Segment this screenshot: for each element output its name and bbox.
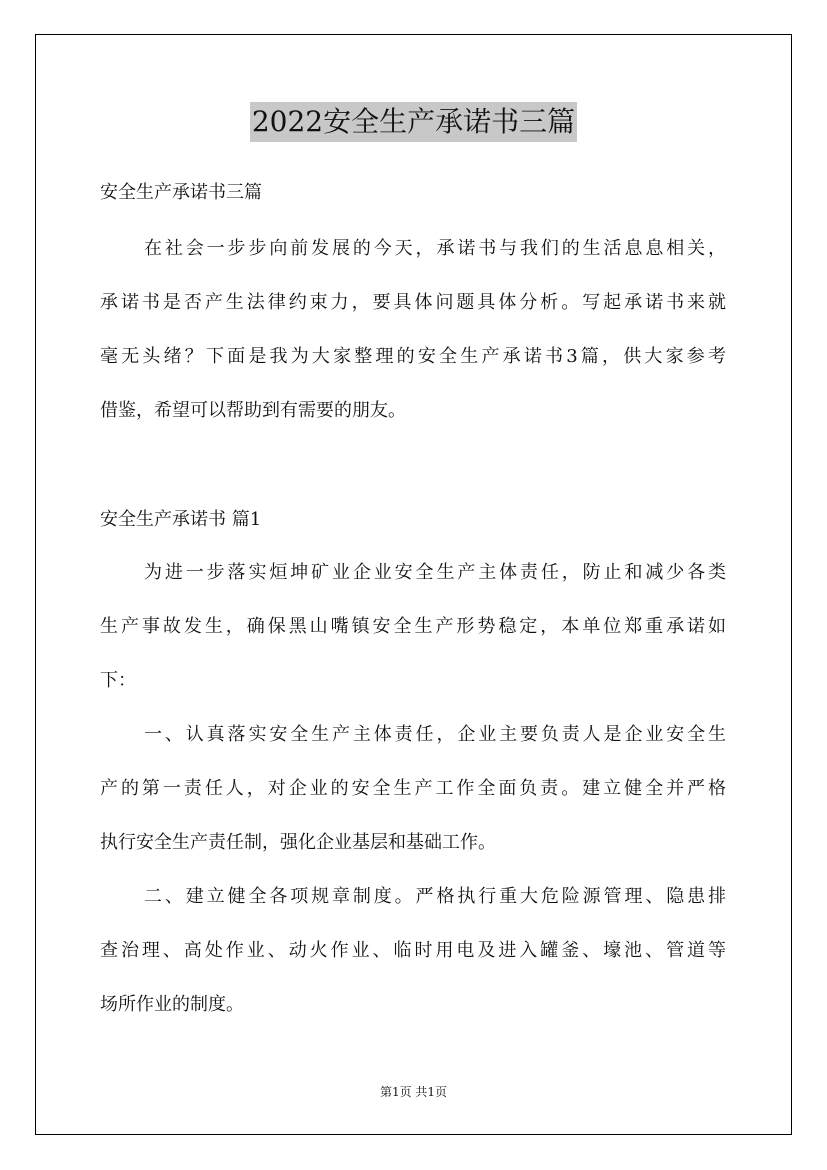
- title-wrap: [0, 102, 827, 142]
- intro-line: 承诺书是否产生法律约束力，要具体问题具体分析。写起承诺书来就: [100, 292, 726, 313]
- section-heading: 安全生产承诺书 篇1: [100, 509, 262, 530]
- para3-line: 查治理、高处作业、动火作业、临时用电及进入罐釜、壕池、管道等: [100, 940, 726, 961]
- para1-line: 生产事故发生，确保黑山嘴镇安全生产形势稳定，本单位郑重承诺如: [100, 616, 726, 637]
- document-title: 2022安全生产承诺书三篇: [250, 102, 577, 142]
- para2-line: 产的第一责任人，对企业的安全生产工作全面负责。建立健全并严格: [100, 778, 726, 799]
- intro-line: 借鉴，希望可以帮助到有需要的朋友。: [100, 400, 406, 421]
- para1-line: 下：: [100, 670, 136, 691]
- para3-line: 二、建立健全各项规章制度。严格执行重大危险源管理、隐患排: [144, 886, 726, 907]
- document-subtitle: 安全生产承诺书三篇: [100, 182, 262, 203]
- para1-line: 为进一步落实烜坤矿业企业安全生产主体责任，防止和减少各类: [144, 562, 726, 583]
- intro-line: 毫无头绪？下面是我为大家整理的安全生产承诺书3篇，供大家参考: [100, 346, 726, 367]
- page-footer: 第1页 共1页: [379, 1085, 448, 1099]
- para2-line: 执行安全生产责任制，强化企业基层和基础工作。: [100, 832, 496, 853]
- intro-line: 在社会一步步向前发展的今天，承诺书与我们的生活息息相关，: [144, 238, 726, 259]
- para2-line: 一、认真落实安全生产主体责任，企业主要负责人是企业安全生: [144, 724, 726, 745]
- para3-line: 场所作业的制度。: [100, 994, 244, 1015]
